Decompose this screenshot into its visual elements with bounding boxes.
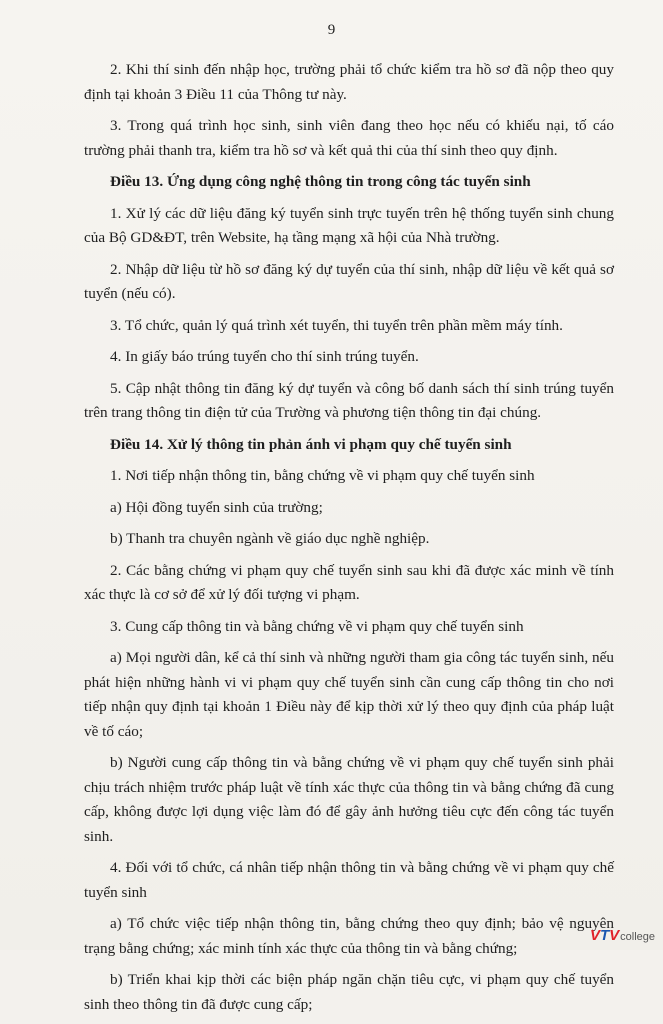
logo-suffix: college	[620, 931, 655, 943]
logo-letter: V	[609, 927, 620, 944]
article-14-item: 1. Nơi tiếp nhận thông tin, bằng chứng về vi phạm quy chế tuyển sinh	[110, 467, 535, 484]
article-14-item: 4. Đối với tổ chức, cá nhân tiếp nhận thông tin và bằng chứng về vi phạm quy chế tuyển sinh	[84, 859, 614, 901]
article-13-item: 5. Cập nhật thông tin đăng ký dự tuyển và công bố danh sách thí sinh trúng tuyển trên trang thông tin điện tử của Trường và phương tiện thông tin đại chúng.	[84, 379, 614, 421]
article-14-item: a) Tổ chức việc tiếp nhận thông tin, bằng chứng theo quy định; bảo vệ nguyên trạng bằng chứng; xác minh tính xác thực của thông tin và bằng chứng;	[84, 915, 614, 957]
logo-letter: V	[589, 927, 600, 944]
article-14-item: b) Thanh tra chuyên ngành về giáo dục nghề nghiệp.	[110, 530, 430, 547]
article-14-heading: Điều 14. Xử lý thông tin phản ánh vi phạm quy chế tuyển sinh	[110, 435, 512, 453]
page-number: 9	[327, 22, 336, 38]
article-13-item: 3. Tổ chức, quản lý quá trình xét tuyển, thi tuyển trên phần mềm máy tính.	[110, 316, 563, 334]
article-13-heading: Điều 13. Ứng dụng công nghệ thông tin trong công tác tuyển sinh	[110, 173, 531, 190]
article-14-item: b) Người cung cấp thông tin và bằng chứng về vi phạm quy chế tuyển sinh phải chịu trách nhiệm trước pháp luật về tính xác thực của thông tin và bằng chứng đã cung cấp, không được lợi dụng việc làm đó để gây ảnh hưởng tiêu cực đến công tác tuyển sinh.	[84, 754, 614, 845]
article-14-item: a) Mọi người dân, kể cả thí sinh và những người tham gia công tác tuyển sinh, nếu phát hiện những hành vi vi phạm quy chế tuyển sinh cần cung cấp thông tin cho nơi tiếp nhận quy định tại khoản 1 Điều này để kịp thời xử lý theo quy định của pháp luật về tố cáo;	[84, 649, 614, 740]
paragraph: 3. Trong quá trình học sinh, sinh viên đang theo học nếu có khiếu nại, tố cáo trường phải thanh tra, kiểm tra hồ sơ và kết quả thi của thí sinh theo quy định.	[84, 117, 614, 159]
document-body	[84, 58, 614, 1024]
article-13-item: 4. In giấy báo trúng tuyển cho thí sinh trúng tuyển.	[110, 348, 419, 365]
article-14-item: b) Triển khai kịp thời các biện pháp ngăn chặn tiêu cực, vi phạm quy chế tuyển sinh theo thông tin đã được cung cấp;	[84, 971, 614, 1013]
article-14-item: 3. Cung cấp thông tin và bằng chứng về vi phạm quy chế tuyển sinh	[110, 617, 524, 635]
article-14-item: 2. Các bằng chứng vi phạm quy chế tuyển sinh sau khi đã được xác minh về tính xác thực là cơ sở để xử lý đối tượng vi phạm.	[84, 561, 614, 603]
article-13-item: 1. Xử lý các dữ liệu đăng ký tuyển sinh trực tuyến trên hệ thống tuyển sinh chung của Bộ GD&ĐT, trên Website, hạ tầng mạng xã hội của Nhà trường.	[84, 204, 614, 246]
vtv-college-logo	[590, 927, 655, 944]
article-14-item: a) Hội đồng tuyển sinh của trường;	[110, 498, 323, 516]
logo-letter: T	[599, 927, 610, 944]
paragraph: 2. Khi thí sinh đến nhập học, trường phải tổ chức kiểm tra hồ sơ đã nộp theo quy định tại khoản 3 Điều 11 của Thông tư này.	[84, 61, 614, 103]
article-13-item: 2. Nhập dữ liệu từ hồ sơ đăng ký dự tuyển của thí sinh, nhập dữ liệu về kết quả sơ tuyển (nếu có).	[84, 260, 614, 302]
